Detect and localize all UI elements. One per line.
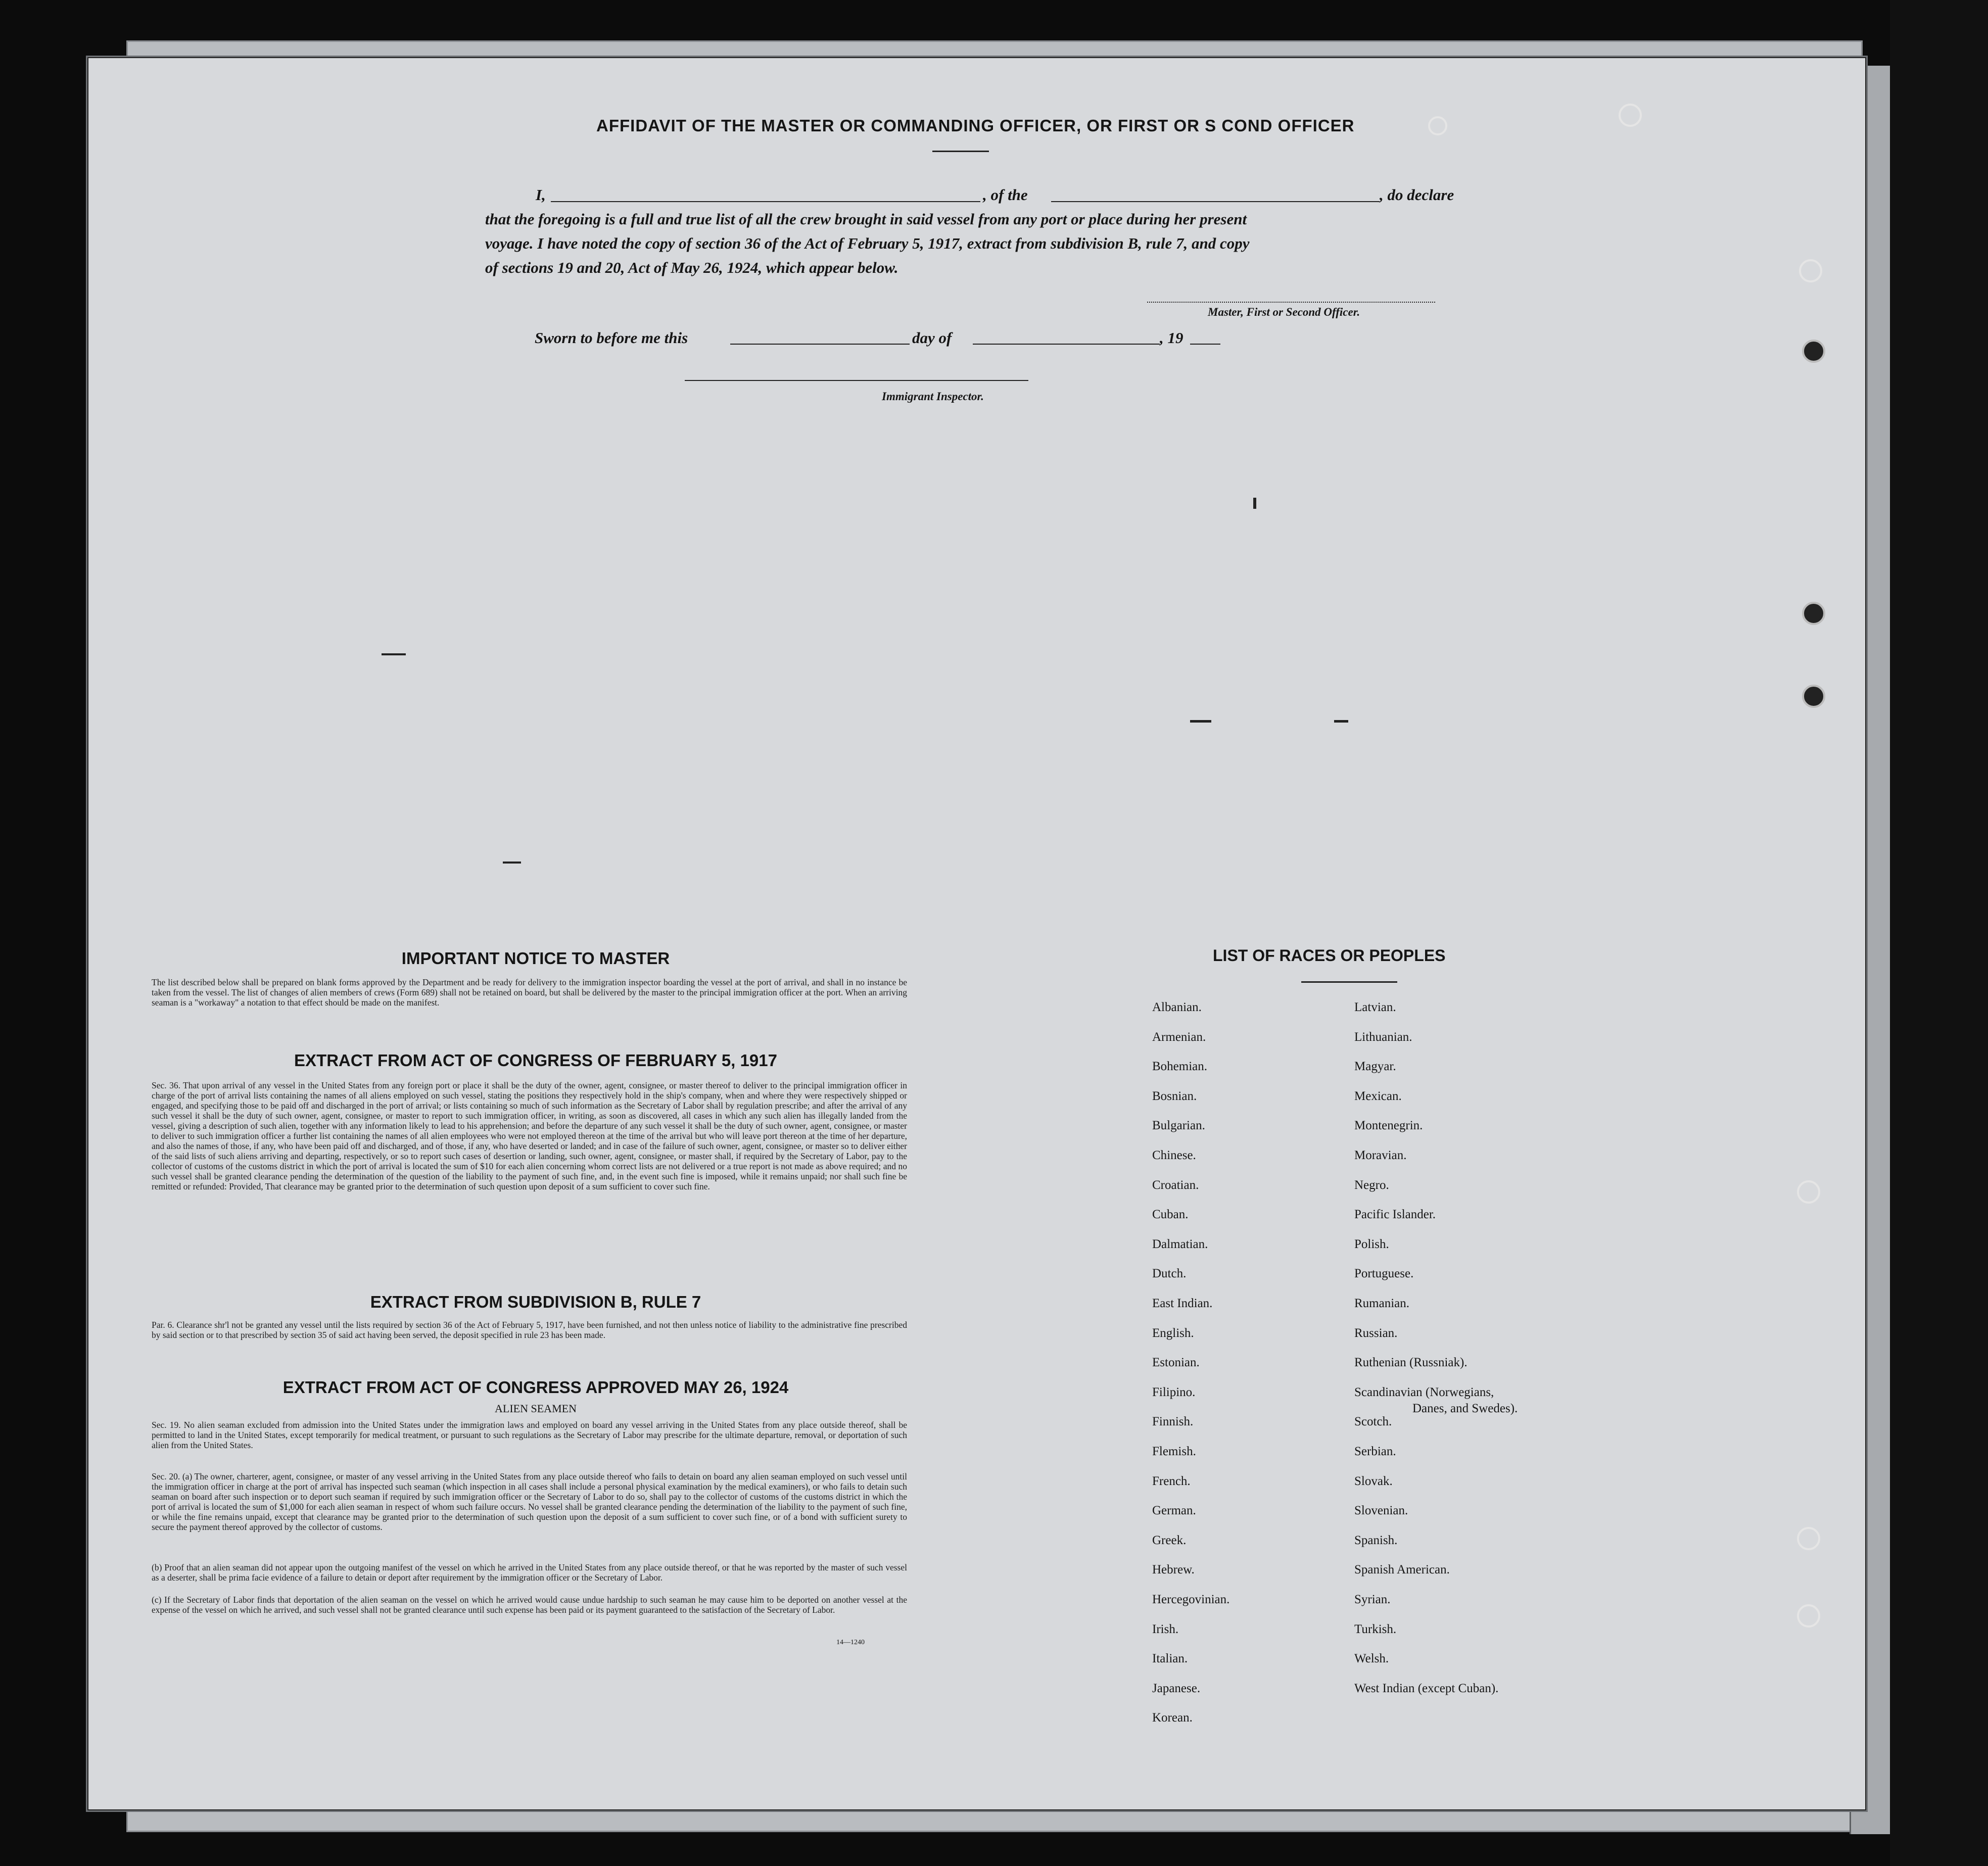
race-item: Finnish.: [1152, 1415, 1194, 1428]
race-item: Polish.: [1354, 1237, 1389, 1251]
scan-mark: [503, 862, 521, 864]
race-item: Pacific Islander.: [1354, 1208, 1436, 1221]
rule7-title: EXTRACT FROM SUBDIVISION B, RULE 7: [370, 1293, 701, 1311]
race-item: Russian.: [1354, 1326, 1398, 1340]
race-item: East Indian.: [1152, 1297, 1213, 1310]
affidavit-title: AFFIDAVIT OF THE MASTER OR COMMANDING OFFICER, OR FIRST OR S COND OFFICER: [596, 116, 1355, 135]
race-item: Cuban.: [1152, 1208, 1189, 1221]
race-item: Greek.: [1152, 1534, 1187, 1547]
rule7-text: Par. 6. Clearance shr'l not be granted any vessel until the lists required by section 36 of the Act of February 5, 1917, have been furnished, and not then unless notice of liability to the administrative fine prescribed by said section or to that prescribed by section 35 of said act having been served, the deposit specified in rule 23 has been made.: [152, 1320, 907, 1340]
scan-mark: [1190, 720, 1211, 723]
extract-1924-title: EXTRACT FROM ACT OF CONGRESS APPROVED MAY 26, 1924: [282, 1378, 789, 1397]
sworn-month-blank: [973, 344, 1160, 345]
race-item: Chinese.: [1152, 1149, 1196, 1162]
master-signature-line: [1147, 302, 1435, 303]
race-item: Irish.: [1152, 1622, 1179, 1636]
binder-hole-icon: [1802, 340, 1825, 363]
race-item: Magyar.: [1354, 1060, 1396, 1073]
title-underline: [932, 151, 989, 152]
race-item: Bohemian.: [1152, 1060, 1208, 1073]
race-item: Dalmatian.: [1152, 1237, 1208, 1251]
binder-hole-icon: [1802, 602, 1825, 625]
document-page: [86, 56, 1868, 1812]
race-item: Estonian.: [1152, 1356, 1200, 1369]
race-item: Lithuanian.: [1354, 1030, 1412, 1044]
affidavit-line1-declare: , do declare: [1380, 186, 1454, 204]
master-label: Master, First or Second Officer.: [1208, 306, 1360, 318]
race-item: Hercegovinian.: [1152, 1593, 1230, 1606]
race-item: West Indian (except Cuban).: [1354, 1682, 1499, 1695]
inspector-signature-line: [685, 380, 1028, 381]
sec19-text: Sec. 19. No alien seaman excluded from admission into the United States under the immigration laws and employed on board any vessel arriving in the United States from any place outside thereof, shall be permitted to land in the United States, except temporarily for medical treatment, or pursuant to such regulations as the Secretary of Labor may prescribe for the ultimate departure, removal, or deportation of such alien from the United States.: [152, 1420, 907, 1450]
vessel-blank: [1051, 201, 1380, 202]
race-item: Scandinavian (Norwegians,: [1354, 1385, 1494, 1399]
race-item: Italian.: [1152, 1652, 1188, 1665]
affidavit-line4: of sections 19 and 20, Act of May 26, 1924, which appear below.: [485, 259, 898, 276]
binder-hole-icon: [1799, 259, 1822, 282]
binder-hole-icon: [1797, 1527, 1820, 1550]
race-item: Ruthenian (Russniak).: [1354, 1356, 1468, 1369]
race-item: Flemish.: [1152, 1445, 1196, 1458]
affidavit-line1-i: I,: [536, 186, 546, 204]
binder-hole-icon: [1619, 104, 1642, 127]
race-item: Bulgarian.: [1152, 1119, 1205, 1132]
race-item: Croatian.: [1152, 1178, 1199, 1192]
sworn-prefix: Sworn to before me this: [535, 329, 688, 347]
race-item: Welsh.: [1354, 1652, 1389, 1665]
affidavit-line3: voyage. I have noted the copy of section 36 of the Act of February 5, 1917, extract from subdivision B, rule 7, and copy: [485, 234, 1250, 252]
race-item: Latvian.: [1354, 1000, 1396, 1014]
race-item: Portuguese.: [1354, 1267, 1414, 1280]
race-item: Negro.: [1354, 1178, 1389, 1192]
race-item: Mexican.: [1354, 1089, 1402, 1103]
race-item: Scotch.: [1354, 1415, 1392, 1428]
inspector-label: Immigrant Inspector.: [882, 390, 984, 403]
race-item: Armenian.: [1152, 1030, 1206, 1044]
race-item: Albanian.: [1152, 1000, 1202, 1014]
binder-hole-icon: [1797, 1180, 1820, 1204]
sec20a-text: Sec. 20. (a) The owner, charterer, agent, consignee, or master of any vessel arriving in the United States from any place outside thereof who fails to detain on board any alien seaman employed on such vessel until the immigration officer in charge at the port of arrival has inspected such seaman (which inspection in all cases shall include a personal physical examination by the medical examiners), or who fails to detain such seaman on board after such inspection or to deport such seaman if required by such immigration officer or the Secretary of Labor to do so, shall pay to the collector of customs of the customs district in which the port of arrival is located the sum of $1,000 for each alien seaman in respect of whom such failure occurs. No vessel shall be granted clearance pending the determination of the liability to the payment of such fine, or while the fine remains unpaid, except that clearance may be granted prior to the determination of such question upon the deposit of a sum sufficient to cover such fine, or of a bond with sufficient surety to secure the payment thereof approved by the collector of customs.: [152, 1471, 907, 1532]
race-item: Serbian.: [1354, 1445, 1396, 1458]
race-item: Syrian.: [1354, 1593, 1391, 1606]
sec20b-text: (b) Proof that an alien seaman did not appear upon the outgoing manifest of the vessel on which he arrived in the United States from any place outside thereof, or that he was reported by the master of such vessel as a deserter, shall be prima facie evidence of a failure to detain or deport after requirement by the immigration officer or the Secretary of Labor.: [152, 1562, 907, 1583]
affidavit-line1-ofthe: , of the: [983, 186, 1028, 204]
race-item: Bosnian.: [1152, 1089, 1197, 1103]
sec20c-text: (c) If the Secretary of Labor finds that deportation of the alien seaman on the vessel on which he arrived would cause undue hardship to such seaman he may cause him to be deported on another vessel at the expense of the vessel on which he arrived, and such vessel shall not be granted clearance until such expense has been paid or its payment guaranteed to the satisfaction of the Secretary of Labor.: [152, 1595, 907, 1615]
race-item: English.: [1152, 1326, 1194, 1340]
alien-seamen-subtitle: ALIEN SEAMEN: [495, 1402, 577, 1415]
race-item: Dutch.: [1152, 1267, 1187, 1280]
race-item: Turkish.: [1354, 1622, 1397, 1636]
race-item: French.: [1152, 1474, 1191, 1488]
race-item: Korean.: [1152, 1711, 1193, 1725]
binder-rail: [1890, 0, 1988, 1866]
scan-mark: [1334, 720, 1348, 723]
race-item: Japanese.: [1152, 1682, 1201, 1695]
extract-1917-text: Sec. 36. That upon arrival of any vessel in the United States from any foreign port or place it shall be the duty of the owner, agent, consignee, or master thereof to deliver to the principal immigration officer in charge of the port of arrival lists containing the names of all aliens employed on such vessel, stating the positions they respectively hold in the ship's company, when and where they were respectively shipped or engaged, and specifying those to be paid off and discharged in the port of arrival; or lists containing so much of such information as the Secretary of Labor shall by regulation prescribe; and after the arrival of any such vessel it shall be the duty of such owner, agent, consignee, or master to report to such immigration officer, in writing, as soon as discovered, all cases in which any such alien has illegally landed from the vessel, giving a description of such alien, together with any information likely to lead to his apprehension; and before the departure of any such vessel it shall be the duty of such owner, agent, consignee, or master to deliver to such immigration officer a further list containing the names of all alien employees who were not employed thereon at the time of the arrival but who will leave port thereon at the time of her departure, and also the names of those, if any, who have been paid off and discharged, and of those, if any, who have deserted or landed; and in case of the failure of such owner, agent, consignee, or master so to deliver either of the said lists of such aliens arriving and departing, respectively, or so to report such cases of desertion or landing, such owner, agent, consignee, or master shall, if required by the Secretary of Labor, pay to the collector of customs of the customs district in which the port of arrival is located the sum of $10 for each alien concerning whom correct lists are not delivered or a true report is not made as above required; and no such vessel shall be granted clearance pending the determination of the question of the liability to the payment of such fine, and, in the event such fine is imposed, while it remains unpaid; nor shall such fine be remitted or refunded: Provided, That clearance may be granted prior to the determination of such question upon deposit of a sum sufficient to cover such fine.: [152, 1080, 907, 1191]
affidavit-line2: that the foregoing is a full and true list of all the crew brought in said vessel from any port or place during her present: [485, 210, 1247, 228]
race-item: Slovenian.: [1354, 1504, 1408, 1517]
notice-text: The list described below shall be prepared on blank forms approved by the Department and be ready for delivery to the immigration inspector boarding the vessel at the port of arrival, and shall in no instance be taken from the vessel. The list of changes of alien members of crews (Form 689) shall not be retained on board, but shall be delivered by the master to the principal immigration officer at the port. When an arriving seaman is a "workaway" a notation to that effect should be made on the manifest.: [152, 977, 907, 1008]
sworn-day-of: day of: [912, 329, 952, 347]
binder-hole-icon: [1797, 1604, 1820, 1628]
sworn-day-blank: [730, 344, 910, 345]
form-number: 14—1240: [836, 1639, 865, 1646]
name-blank: [551, 201, 980, 202]
race-item: Rumanian.: [1354, 1297, 1410, 1310]
race-item: Danes, and Swedes).: [1412, 1402, 1518, 1415]
scan-mark: [382, 653, 406, 655]
race-item: Filipino.: [1152, 1385, 1196, 1399]
race-item: Slovak.: [1354, 1474, 1393, 1488]
race-item: Hebrew.: [1152, 1563, 1195, 1576]
sworn-year: , 19: [1160, 329, 1184, 347]
races-title-underline: [1301, 981, 1397, 983]
race-item: German.: [1152, 1504, 1196, 1517]
extract-1917-title: EXTRACT FROM ACT OF CONGRESS OF FEBRUARY 5, 1917: [294, 1051, 777, 1070]
race-item: Moravian.: [1354, 1149, 1407, 1162]
race-item: Spanish American.: [1354, 1563, 1450, 1576]
race-item: Montenegrin.: [1354, 1119, 1423, 1132]
binder-hole-icon: [1802, 685, 1825, 708]
sworn-year-blank: [1190, 344, 1220, 345]
scan-mark: [1253, 498, 1256, 509]
notice-title: IMPORTANT NOTICE TO MASTER: [401, 949, 670, 968]
binder-hole-icon: [1428, 116, 1447, 135]
race-item: Spanish.: [1354, 1534, 1398, 1547]
races-title: LIST OF RACES OR PEOPLES: [1213, 946, 1446, 965]
